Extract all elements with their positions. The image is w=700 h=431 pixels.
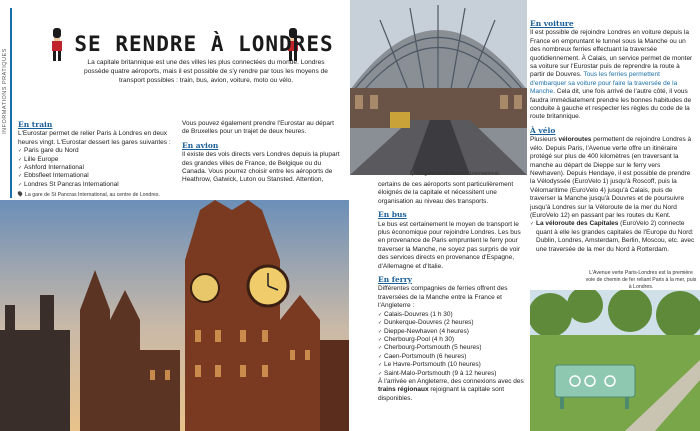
train-text: L'Eurostar permet de relier Paris à Londres en deux heures vingt. L'Eurostar dessert les gares suivantes : (18, 130, 171, 146)
ferry-text-2c: rejoignant la capitale sont disponibles. (378, 386, 505, 402)
side-tab-label: INFORMATIONS PRATIQUES (2, 48, 8, 134)
caption-text: La gare de St Pancras International, au centre de Londres. (25, 192, 160, 198)
velo-text-c: permettent de rejoindre Londres à vélo. Depuis Paris, l'Avenue verte offre un itinéraire protégé sur plus de 400 kilomètres (en traversant la manche au départ de Dieppe sur le ferry vers Newhaven). Depuis Hendaye, il est possible de prendre la Vélodyssée (EuroVelo 1) jusqu'à Roscoff, puis la Vélomaritime (EuroVelo 4) jusqu'à Calais, puis de traverser la Manche jusqu'à Douvres et de poursuivre jusqu'à Londres sur la Véloroute de la mer du Nord (EuroVelo 12) en passant par les routes du Kent. (530, 136, 692, 219)
station-item: ✓ Lille Europe (18, 156, 176, 164)
ferry-route-item: ✓ Dieppe-Newhaven (4 heures) (378, 328, 524, 336)
velo-text-a: Plusieurs (530, 136, 559, 144)
page-title: SE RENDRE À LONDRES (74, 32, 334, 56)
avenue-verte-image (530, 290, 700, 431)
ferry-text-2b: trains régionaux (378, 386, 429, 394)
ferry-text: Différentes compagnies de ferries offrent des traversées de la Manche entre la France et l'Angleterre : (378, 285, 508, 310)
avion-text: Il existe des vols directs vers Londres depuis la plupart des grandes villes de France, de Belgique ou du Canada. Vous pourrez choisir entre les aéroports de Heathrow, Gatwick, Luton ou Stansted. Attention, (182, 151, 340, 184)
ferry-route-item: ✓ Le Havre-Portsmouth (10 heures) (378, 361, 524, 369)
ferry-route-item: ✓ Caen-Portsmouth (6 heures) (378, 353, 524, 361)
station-item: ✓ Ashford International (18, 164, 176, 172)
photo-avenue-verte (530, 290, 700, 431)
ferry-route-item: ✓ Calais-Douvres (1 h 30) (378, 311, 524, 319)
station-item: ✓ Paris gare du Nord (18, 147, 176, 155)
train-section (18, 116, 176, 189)
voiture-velo-section (530, 20, 695, 254)
voiture-text-a: Il est possible de rejoindre Londres en voiture depuis la France en empruntant le tunnel sous la Manche ou un des nombreux ferries effectuant la traversée quotidiennement. À Calais, un service permet de monter sa voiture sur l'Eurostar puis de reprendre la route à partir de Douvres. (530, 29, 693, 79)
avion-heading: En avion (182, 140, 219, 150)
velo-heading: À vélo (530, 125, 556, 135)
side-accent-bar (10, 8, 12, 198)
station-item: ✓ Ebbsfleet International (18, 172, 176, 180)
avion-text-2: certains de ces aéroports sont particulièrement éloignés de la capitale et nécessitent une organisation au niveau des transports. (378, 181, 514, 205)
caption-text: La gare de St Pancras International. (417, 171, 501, 177)
side-tab (2, 40, 10, 150)
ferry-route-item: ✓ Saint-Malo-Portsmouth (9 à 12 heures) (378, 370, 524, 378)
voiture-text-b: Cela dit, une fois arrivé de l'autre côté, il vous faudra immédiatement prendre les bonnes habitudes de conduite à gauche et respecter les règles du code de la route britannique. (530, 88, 692, 121)
velo-capitales-item (530, 220, 695, 254)
ferry-route-item: ✓ Cherbourg-Portsmouth (5 heures) (378, 344, 524, 352)
pin-icon (17, 190, 23, 196)
train-heading: En train (18, 120, 53, 129)
caption-text: L'Avenue verte Paris-Londres est la première voie de chemin de fer reliant Paris à la mer, puis à Londres. (585, 270, 697, 290)
st-pancras-interior-image (350, 0, 527, 175)
caption-st-pancras-small (410, 170, 530, 178)
train-text-2: Vous pouvez également prendre l'Eurostar au départ de Bruxelles pour un trajet de deux heures. (182, 120, 334, 136)
voiture-heading: En voiture (530, 19, 574, 28)
velo-capitales-bold: La véloroute des Capitales (536, 220, 619, 228)
avion-section (182, 120, 340, 185)
st-pancras-tower-image (0, 200, 349, 431)
photo-st-pancras-interior (350, 0, 527, 175)
velo-text (530, 136, 695, 220)
pin-icon (409, 169, 415, 175)
voiture-text (530, 29, 695, 121)
bus-ferry-section (378, 181, 524, 403)
bus-text: Le bus est certainement le moyen de transport le plus économique pour rejoindre Londres. Les bus en provenance de Paris empruntent le ferry pour traverser la Manche, ne soyez pas surpris de voir des services directs en provenance d'Espagne, d'Allemagne et d'Italie. (378, 220, 521, 270)
ferry-route-item: ✓ Cherbourg-Pool (4 h 30) (378, 336, 524, 344)
photo-st-pancras-tower (0, 200, 349, 431)
velo-capitales-text: (EuroVelo 2) connecte quant à elle les grandes capitales de l'Europe du Nord: Dublin, Londres, Amsterdam, Berlin, Moscou, etc. avec une traversée de la mer du Nord à Rotterdam. (536, 220, 695, 253)
intro-text: La capitale britannique est une des villes les plus connectées du monde. Londres possède quatre aéroports, mais il est possible de s'y rendre par tous les moyens de transport possibles : train, bus, avion, voiture, moto ou vélo. (84, 59, 328, 84)
velo-text-b: véloroutes (558, 136, 592, 144)
station-item: ✓ Londres St Pancras International (18, 181, 176, 189)
voiture-text-highlight: Tous les ferries permettent d'embarquer sa voiture pour faire la traversée de la Manche. (530, 71, 678, 96)
ferry-route-item: ✓ Dunkerque-Douvres (2 heures) (378, 319, 524, 327)
bus-heading: En bus (378, 210, 407, 220)
caption-st-pancras-big (18, 191, 188, 199)
ferry-text-2a: À l'arrivée en Angleterre, des connexions avec des (378, 377, 524, 385)
caption-avenue-verte (585, 270, 697, 291)
ferry-text-2 (378, 378, 524, 403)
ferry-heading: En ferry (378, 275, 413, 285)
royal-guard-left-icon (50, 28, 64, 62)
